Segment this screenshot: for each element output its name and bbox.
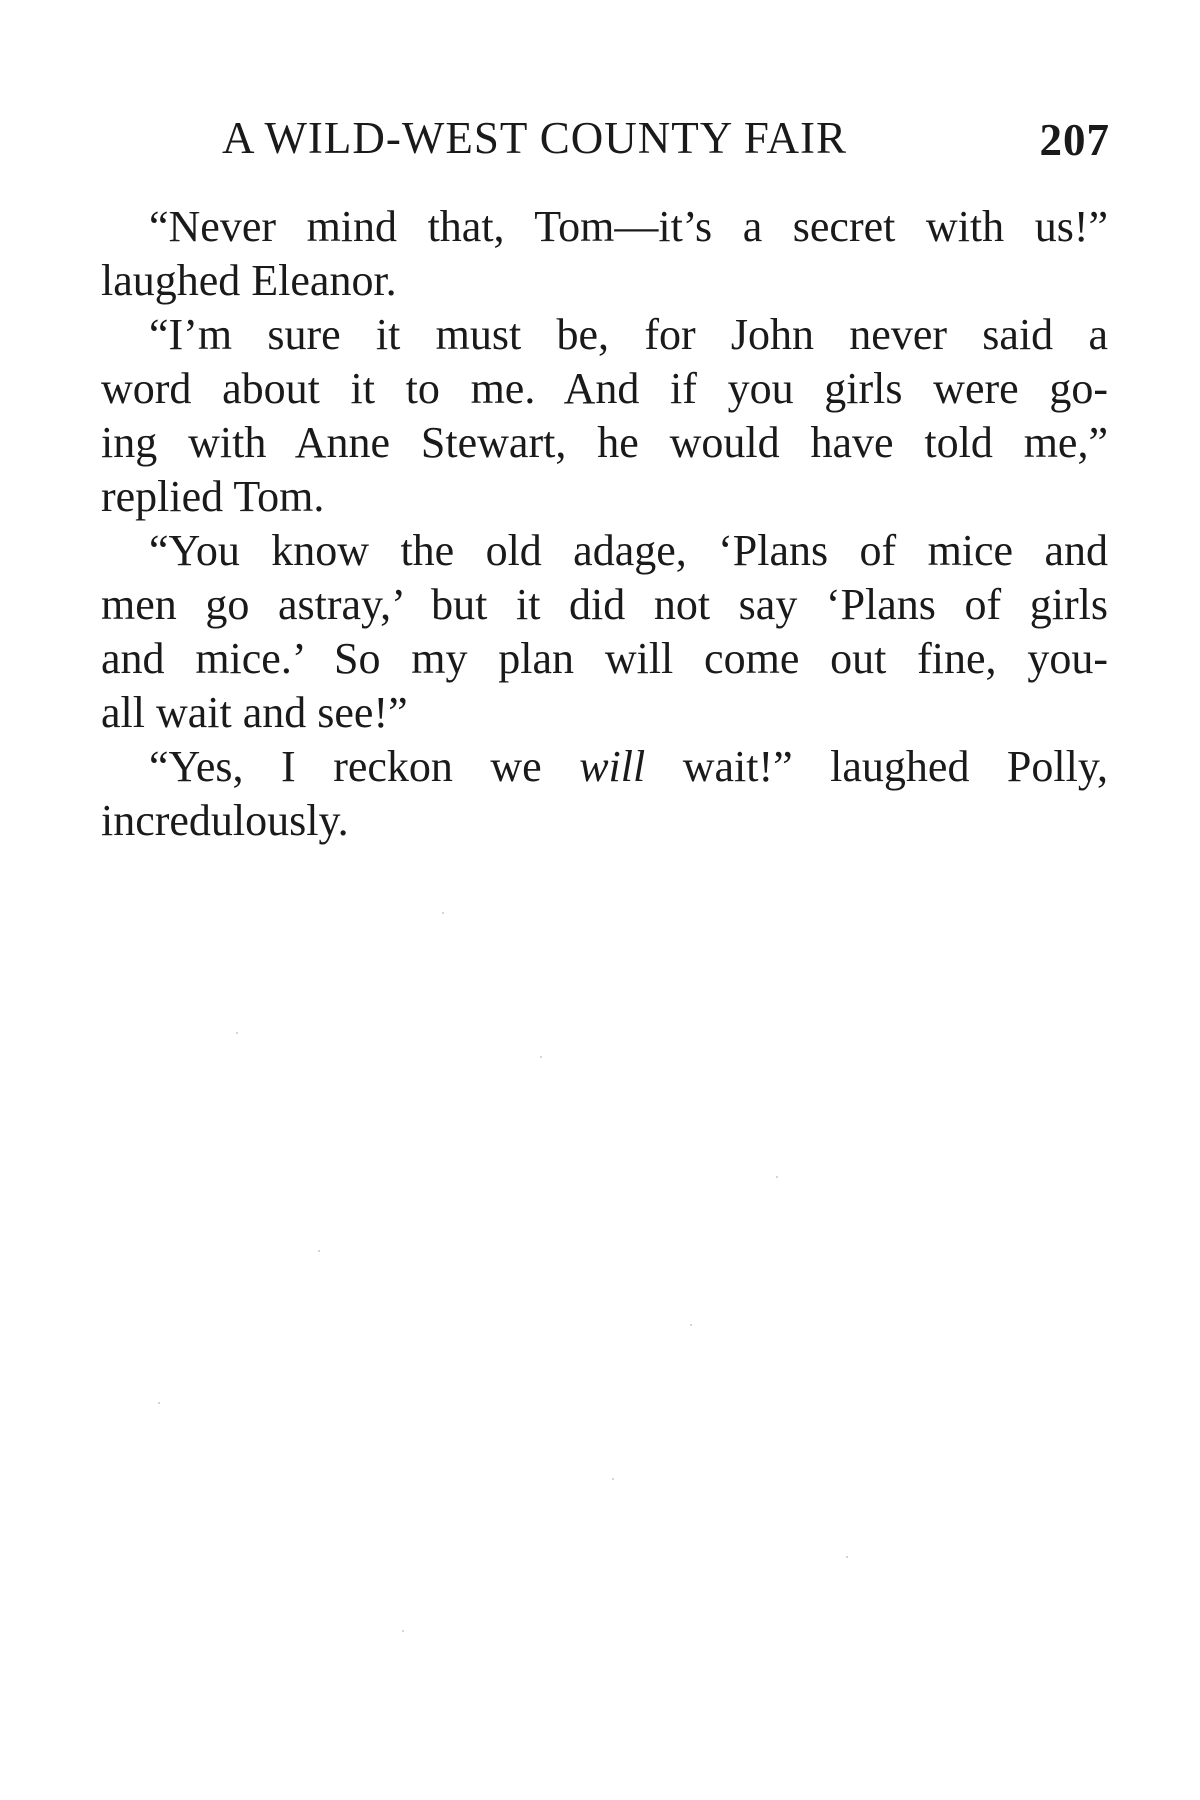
paper-speck xyxy=(690,1324,692,1326)
paper-speck xyxy=(846,1556,848,1558)
paper-speck xyxy=(612,1478,614,1480)
text-line: men go astray,’ but it did not say ‘Plans of girls xyxy=(101,580,1108,629)
text-segment: wait!” laughed Polly, xyxy=(645,742,1108,791)
text-line xyxy=(101,740,1108,794)
paragraph-2 xyxy=(101,308,1108,524)
text-segment: “Yes, I reckon we xyxy=(149,742,580,791)
text-line: “Never mind that, Tom—it’s a secret with us!” xyxy=(149,202,1108,251)
text-line: replied Tom. xyxy=(101,472,325,521)
paper-speck xyxy=(236,1032,238,1034)
text-line: incredulously. xyxy=(101,796,349,845)
paper-speck xyxy=(318,1250,320,1252)
paragraph-1 xyxy=(101,200,1108,308)
paper-speck xyxy=(402,1630,404,1632)
paper-speck xyxy=(540,1056,542,1058)
paragraph-4 xyxy=(101,740,1108,848)
text-line: ing with Anne Stewart, he would have told me,” xyxy=(101,418,1108,467)
emphasis-text: will xyxy=(579,742,646,791)
text-line: “I’m sure it must be, for John never said a xyxy=(149,310,1108,359)
body-text xyxy=(101,200,1108,848)
paper-speck xyxy=(776,1176,778,1178)
running-title: A WILD-WEST COUNTY FAIR xyxy=(222,113,848,163)
text-line: all wait and see!” xyxy=(101,688,408,737)
text-line: and mice.’ So my plan will come out fine, you- xyxy=(101,634,1108,683)
text-line: “You know the old adage, ‘Plans of mice and xyxy=(149,526,1108,575)
paragraph-3 xyxy=(101,524,1108,740)
paper-speck xyxy=(442,912,444,914)
paper-speck xyxy=(158,1402,160,1404)
text-line: laughed Eleanor. xyxy=(101,256,397,305)
text-line: word about it to me. And if you girls were go- xyxy=(101,364,1108,413)
running-head xyxy=(100,108,1110,168)
page-number: 207 xyxy=(1039,115,1110,165)
